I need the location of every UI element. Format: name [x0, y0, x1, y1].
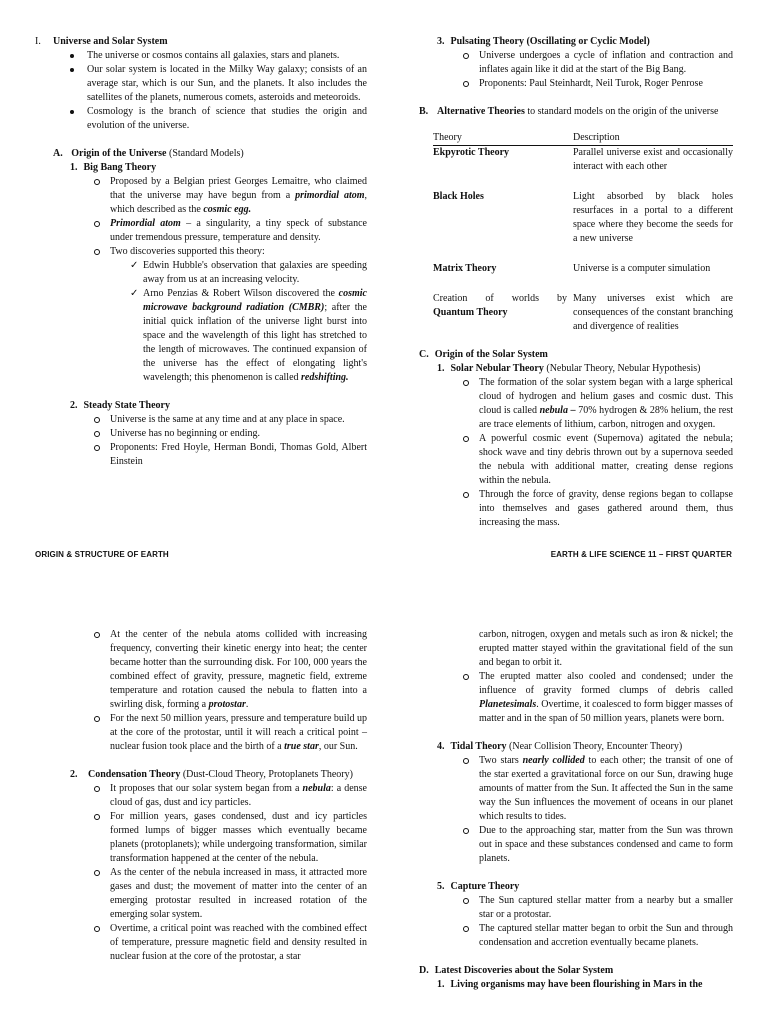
table-row: Matrix Theory Universe is a computer simulation — [433, 263, 711, 274]
list-item: As the center of the nebula increased in mass, it attracted more gases and dust; the movement of matter into the center of an emerging protostar resulted in increased rotation of the emerging solar system. — [100, 866, 367, 922]
list-item: The erupted matter also cooled and condensed; under the influence of gravity formed clumps of debris called Planetesimals. Overtime, it coalesced to form bigger masses of matter and in the span of 50 million years, planets were born. — [479, 670, 733, 726]
check-icon: ✓ — [130, 260, 139, 271]
list-item: Proposed by a Belgian priest Georges Lemaitre, who claimed that the universe may have begun from a primordial atom, which described as the cosmic egg. — [100, 175, 367, 217]
list-item: Due to the approaching star, matter from the Sun was thrown out in space and these substances condensed and came to form planets. — [469, 824, 733, 866]
list-item: Universe has no beginning or ending. — [100, 427, 367, 441]
steady-state-items — [100, 413, 367, 469]
condensation-continued: carbon, nitrogen, oxygen and metals such as iron & nickel; the erupted matter stayed within the gravitational field of the sun and began to orbit it. The erupted matter also cooled and condensed; under the influence of gravity formed clumps of debris called Planetesimals. Overtime, it coalesced to form bigger masses of matter and in the span of 50 million years, planets were born. — [479, 628, 733, 726]
list-item: It proposes that our solar system began from a nebula: a dense cloud of gas, dust and icy particles. — [100, 782, 367, 810]
big-bang-heading: 1. Big Bang Theory — [70, 162, 157, 173]
list-item: A powerful cosmic event (Supernova) agitated the nebula; shock wave and tiny debris thrown out by a supernova seeded the nebula with additional matter, creating dense regions within the nebula. — [469, 432, 733, 488]
nebula-items — [100, 628, 367, 754]
section-title: Origin of the Universe — [71, 148, 167, 159]
pulsating-items — [469, 49, 733, 91]
section-b-heading: B. Alternative Theories to standard models on the origin of the universe — [419, 106, 719, 117]
solar-nebular-items — [469, 376, 733, 530]
discovery-1-heading: 1. Living organisms may have been flourishing in Mars in the — [437, 979, 703, 990]
alternative-theories-table — [433, 131, 733, 334]
list-item: Proponents: Fred Hoyle, Herman Bondi, Thomas Gold, Albert Einstein — [100, 441, 367, 469]
section-1-heading — [35, 35, 367, 49]
section-number: A. — [53, 148, 63, 159]
tidal-items — [469, 754, 733, 866]
list-item: Proponents: Paul Steinhardt, Neil Turok, Roger Penrose — [469, 77, 733, 91]
list-item: Primordial atom – a singularity, a tiny speck of substance under tremendous pressure, temperature and density. — [100, 217, 367, 245]
bottom-left-column — [35, 628, 367, 964]
list-item: Cosmology is the branch of science that studies the origin and evolution of the universe. — [74, 105, 367, 133]
top-right-column — [419, 35, 733, 530]
section-1-bullets — [74, 49, 367, 133]
list-item: The formation of the solar system began with a large spherical cloud of hydrogen and helium gases and cosmic dust. This cloud is called nebula – 70% hydrogen & 28% helium, the rest are trace elements of lithium, carbon, nitrogen and oxygen. — [469, 376, 733, 432]
condensation-items — [100, 782, 367, 964]
list-item: Two discoveries supported this theory: — [100, 245, 367, 259]
tidal-heading: 4. Tidal Theory (Near Collision Theory, Encounter Theory) — [437, 741, 683, 752]
list-item: Our solar system is located in the Milky Way galaxy; consists of an average star, which is our Sun, and the planets. It also includes the satellites of the planets, numerous comets, asteroids and meteoroids. — [74, 63, 367, 105]
list-item: Universe is the same at any time and at any place in space. — [100, 413, 367, 427]
section-title: Universe and Solar System — [53, 36, 168, 47]
table-row: Black Holes Light absorbed by black holes resurfaces in a portal to a different space where they become the seeds for a new universe — [433, 191, 733, 244]
list-item: The captured stellar matter began to orbit the Sun and through condensation and accretion eventually became planets. — [469, 922, 733, 950]
steady-state-heading: 2. Steady State Theory — [70, 400, 170, 411]
table-header: Theory Description — [433, 131, 733, 146]
capture-heading: 5. Capture Theory — [437, 881, 520, 892]
list-item: For the next 50 million years, pressure and temperature build up at the core of the protostar, until it will reach a critical point – nuclear fusion took place and the birth of a true star, our Sun. — [100, 712, 367, 754]
check-item: ✓ Arno Penzias & Robert Wilson discovered the cosmic microwave background radiation (CMBR); after the initial quick inflation of the universe light burst into space and the wavelength of this light has stretched to the length of microwaves. The continued expansion of the universe has the effect of elongating light's wavelength; this phenomenon is called redshifting. — [130, 288, 367, 383]
capture-items — [469, 894, 733, 950]
big-bang-items — [100, 175, 367, 385]
bottom-right-column — [419, 628, 733, 992]
list-item: The Sun captured stellar matter from a nearby but a smaller star or a protostar. — [469, 894, 733, 922]
section-d-heading: D. Latest Discoveries about the Solar System — [419, 965, 614, 976]
pulsating-heading: 3. Pulsating Theory (Oscillating or Cyclic Model) — [437, 36, 650, 47]
list-item: For million years, gases condensed, dust and icy particles formed lumps of bigger masses which eventually became planets (protoplanets); while undergoing transformation, similar transformation happened at the center of the nebula. — [100, 810, 367, 866]
section-a-heading: A. Origin of the Universe (Standard Models) — [53, 148, 244, 159]
section-c-heading: C. Origin of the Solar System — [419, 349, 548, 360]
check-icon: ✓ — [130, 288, 139, 299]
table-row: Creation of worlds by Quantum Theory Many universes exist which are consequences of the constant branching and divergence of realities — [433, 293, 733, 332]
list-item: Through the force of gravity, dense regions began to collapse into themselves and gases gathered around them, thus increasing the mass. — [469, 488, 733, 530]
list-item: The universe or cosmos contains all galaxies, stars and planets. — [74, 49, 367, 63]
list-item: Two stars nearly collided to each other; the transit of one of the star exerted a gravitational force on our Sun, drawing huge amounts of matter from the Sun. It affected the Sun in the same way the Sun influences the movement of oceans in our planet which results to tides. — [469, 754, 733, 824]
section-number: I. — [35, 36, 41, 47]
footer-left: ORIGIN & STRUCTURE OF EARTH — [35, 550, 169, 559]
top-left-column — [35, 35, 367, 469]
table-row: Ekpyrotic Theory Parallel universe exist and occasionally interact with each other — [433, 147, 733, 172]
list-item: Universe undergoes a cycle of inflation and contraction and inflates again like it did at the start of the Big Bang. — [469, 49, 733, 77]
list-item: Overtime, a critical point was reached with the combined effect of temperature, pressure magnetic field and density resulted in nuclear fusion at the core of the protostar, a star — [100, 922, 367, 964]
list-item: At the center of the nebula atoms collided with increasing frequency, converting their kinetic energy into heat; the center became hotter than the surrounding disk. For 100, 000 years the combined effect of gravity, pressure, magnetic field, extreme temperature and rotation caused the nebula to flatten into a swirling disk, forming a protostar. — [100, 628, 367, 712]
checklist — [130, 259, 367, 385]
solar-nebular-heading: 1. Solar Nebular Theory (Nebular Theory, Nebular Hypothesis) — [437, 363, 701, 374]
footer-right: EARTH & LIFE SCIENCE 11 – FIRST QUARTER — [550, 550, 732, 559]
check-item: ✓ Edwin Hubble's observation that galaxies are speeding away from us at an increasing velocity. — [130, 260, 367, 285]
condensation-heading: 2. Condensation Theory (Dust-Cloud Theory, Protoplanets Theory) — [70, 769, 353, 780]
